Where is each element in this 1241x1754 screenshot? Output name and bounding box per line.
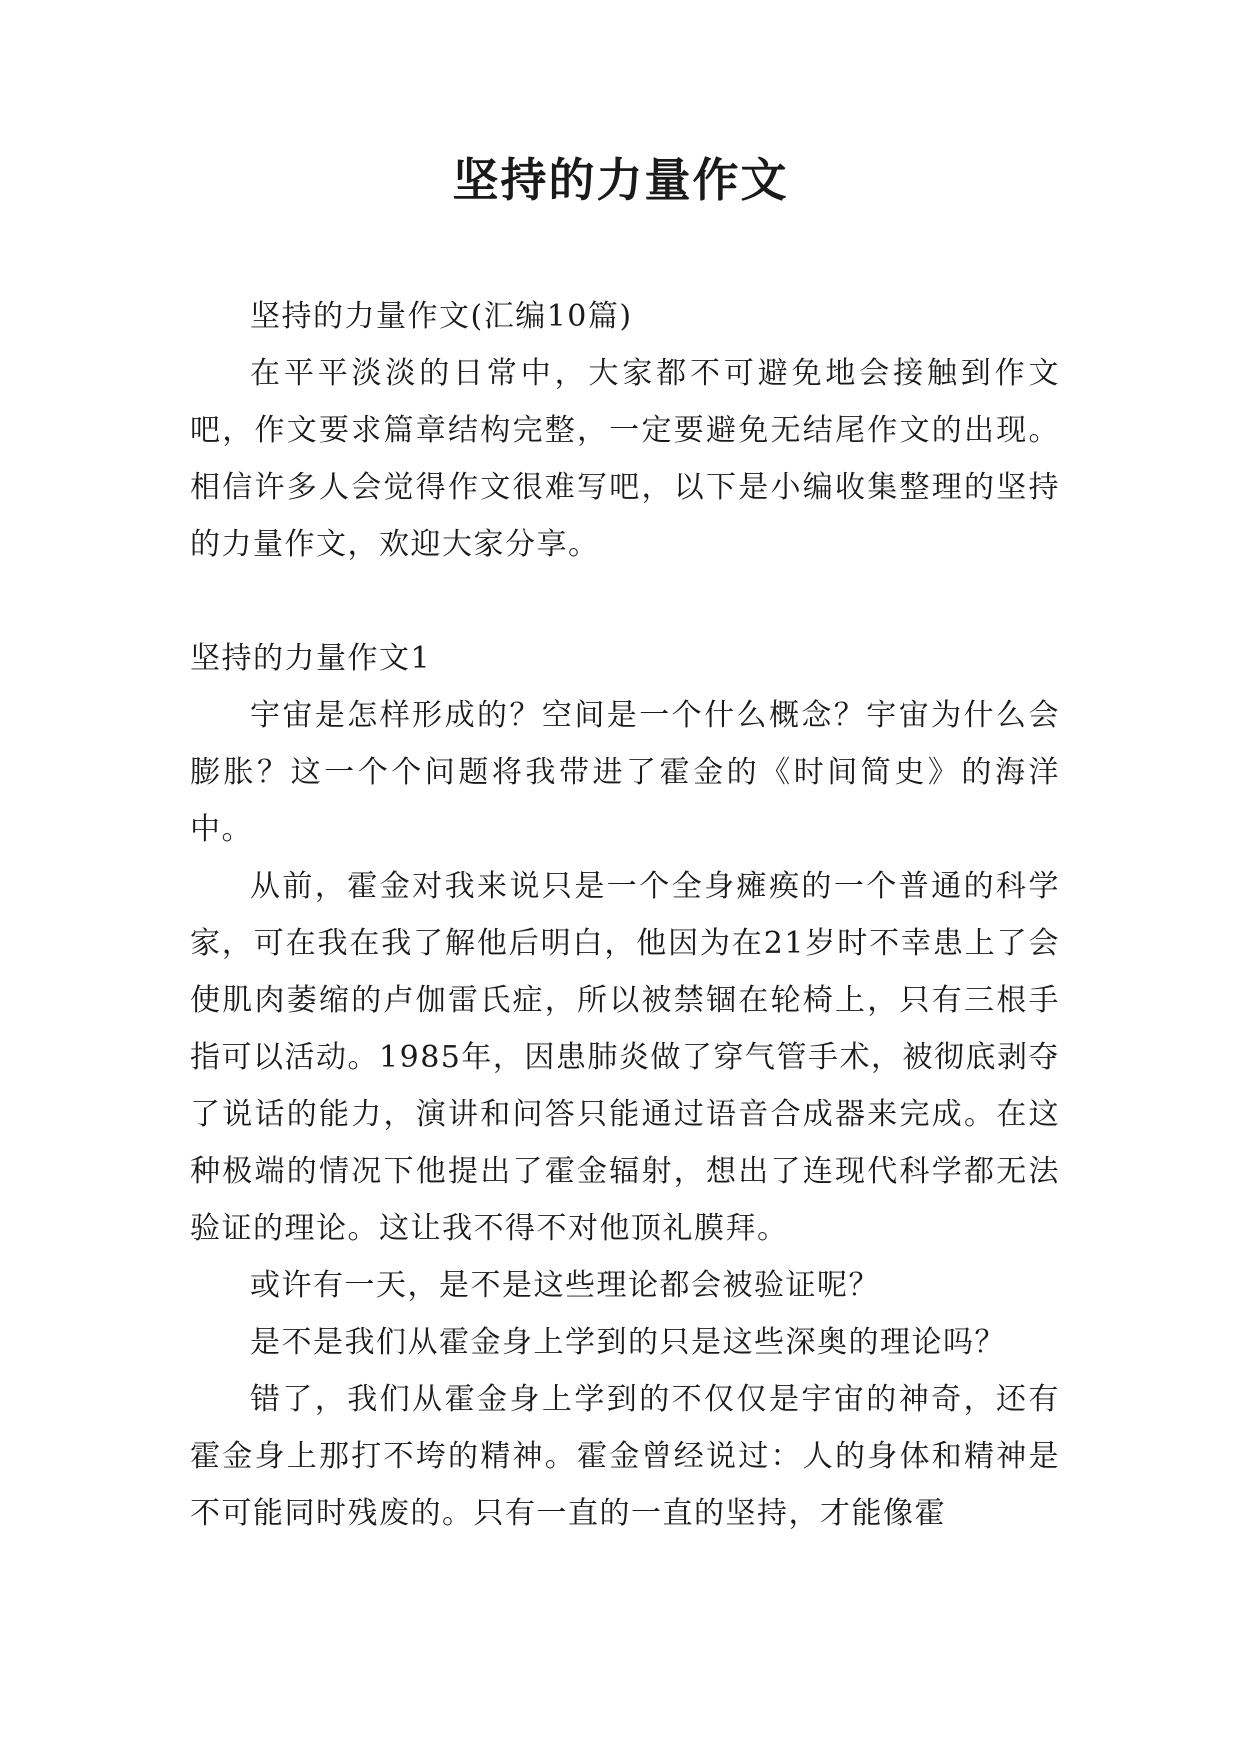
document-body: [190, 288, 1060, 1542]
page-title: 坚持的力量作文: [452, 153, 789, 207]
intro-subtitle: 坚持的力量作文(汇编10篇): [250, 299, 633, 334]
body-paragraph: 错了，我们从霍金身上学到的不仅仅是宇宙的神奇，还有霍金身上那打不垮的精神。霍金曾经说过：人的身体和精神是不可能同时残废的。只有一直的一直的坚持，才能像霍: [190, 1382, 1060, 1531]
body-paragraph: 或许有一天，是不是这些理论都会被验证呢？: [250, 1268, 880, 1303]
body-paragraph: 是不是我们从霍金身上学到的只是这些深奥的理论吗？: [250, 1325, 1006, 1360]
body-paragraph: 从前，霍金对我来说只是一个全身瘫痪的一个普通的科学家，可在我在我了解他后明白，他因为在21岁时不幸患上了会使肌肉萎缩的卢伽雷氏症，所以被禁锢在轮椅上，只有三根手指可以活动。1985年，因患肺炎做了穿气管手术，被彻底剥夺了说话的能力，演讲和问答只能通过语音合成器来完成。在这种极端的情况下他提出了霍金辐射，想出了连现代科学都无法验证的理论。这让我不得不对他顶礼膜拜。: [190, 869, 1060, 1246]
body-paragraph: 宇宙是怎样形成的？空间是一个什么概念？宇宙为什么会膨胀？这一个个问题将我带进了霍金的《时间简史》的海洋中。: [190, 698, 1060, 847]
intro-paragraph: 在平平淡淡的日常中，大家都不可避免地会接触到作文吧，作文要求篇章结构完整，一定要避免无结尾作文的出现。相信许多人会觉得作文很难写吧，以下是小编收集整理的坚持的力量作文，欢迎大家分享。: [190, 356, 1060, 562]
section-heading: 坚持的力量作文1: [190, 641, 432, 676]
